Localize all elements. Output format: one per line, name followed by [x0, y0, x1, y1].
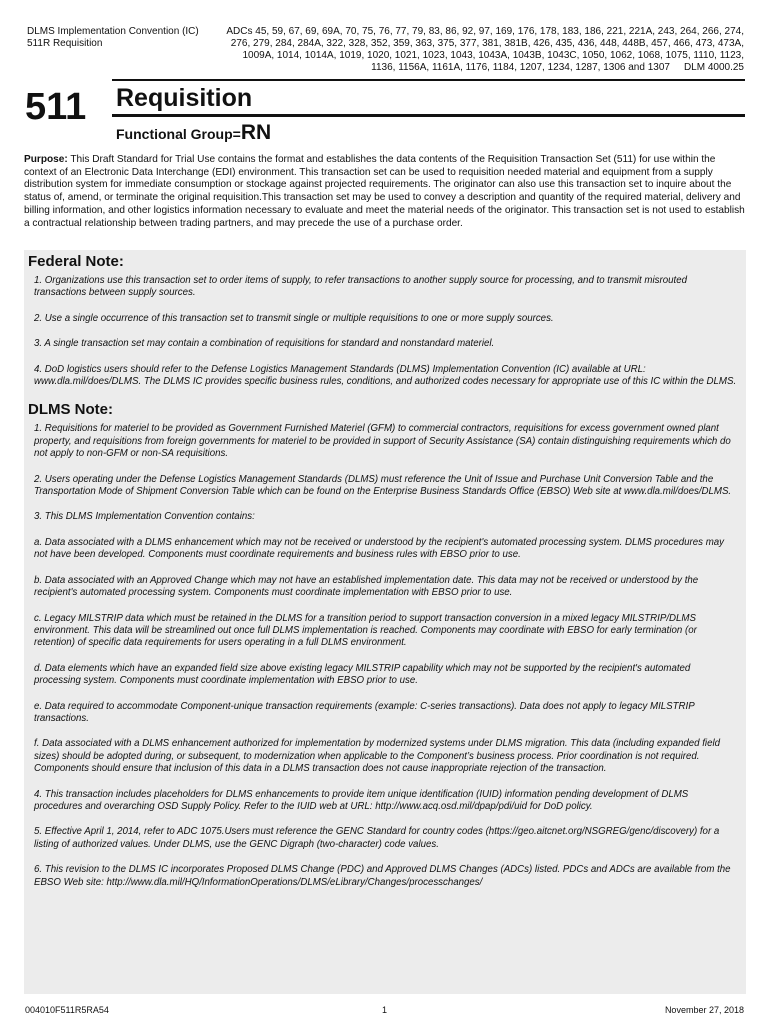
title-rule-bottom: [112, 114, 745, 117]
dlms-note-heading: DLMS Note:: [28, 401, 113, 419]
dlms-note-paragraph: 3. This DLMS Implementation Convention contains:: [34, 511, 255, 523]
adcs-line-4-row: [224, 62, 744, 74]
dlms-note-paragraph: e. Data required to accommodate Component-unique transaction requirements (example: C-series transactions). Data does not apply to legacy MILSTRIP transactions.: [34, 700, 695, 724]
adcs-line-2: 276, 279, 284, 284A, 322, 328, 352, 359, 363, 375, 377, 381, 381B, 426, 435, 436, 448, 448B, 457, 466, 473, 473A,: [230, 38, 744, 49]
dlms-note-paragraph: 4. This transaction includes placeholders for DLMS enhancements to provide item unique identification (IUID) information pending development of DLMS procedures and overarching OSD Supply Policy. Refer to the IUID web at URL: http://www.acq.osd.mil/dpap/pdi/uid for DoD policy.: [34, 788, 689, 812]
dlms-note-paragraph: d. Data elements which have an expanded field size above existing legacy MILSTRIP capability which may not be supported by the recipient's automated processing system. Components must coordinate implementation with EBSO prior to use.: [34, 662, 691, 687]
federal-note-paragraph: 4. DoD logistics users should refer to the Defense Logistics Management Standards (DLMS) Implementation Convention (IC) available at URL: www.dla.mil/does/DLMS. The DLMS IC provides specific business rules, conditions, and authorized codes necessary for appropriate use of this IC within the DLMS.: [34, 363, 737, 388]
transaction-set-number: 511: [25, 86, 87, 128]
page-title: Requisition: [116, 84, 253, 112]
federal-note-paragraph: 1. Organizations use this transaction set to order items of supply, to refer transactions to another supply source for processing, and to transmit misrouted transactions between supply sources.: [34, 275, 687, 299]
dlm-reference: DLM 4000.25: [683, 62, 744, 73]
footer-doc-id: 004010F511R5RA54: [25, 1005, 109, 1015]
adcs-line-3: 1009A, 1014, 1014A, 1019, 1020, 1021, 1023, 1043, 1043A, 1043B, 1043C, 1050, 1062, 1068, 1075, 1110, 1123,: [242, 50, 744, 61]
dlms-note-paragraph: 6. This revision to the DLMS IC incorporates Proposed DLMS Change (PDC) and Approved DLMS Changes (ADCs) listed. PDCs and ADCs are available from the EBSO Web site: http://www.dla.mil/HQ/InformationOperations/DLMS/eLibrary/Changes/processchanges/: [34, 864, 731, 888]
page-header-left: [27, 26, 199, 50]
dlms-note-paragraph: a. Data associated with a DLMS enhancement which may not be received or understood by the recipient's automated processing system. DLMS procedures may not have been developed. Components must coordinate requirements and business rules with EBSO prior to use.: [34, 536, 725, 561]
dlms-note-paragraph: c. Legacy MILSTRIP data which must be retained in the DLMS for a transition period to support transaction conversion in a mixed legacy MILSTRIP/DLMS environment. This data will be streamlined out once full DLMS implementation is reached. Components may coordinate with EBSO for early termination (or retention) of specific data requirements for users operating in a full DLMS environment.: [34, 612, 697, 649]
purpose-paragraph: [24, 154, 746, 230]
page-header-right: [224, 26, 744, 74]
federal-note-heading: Federal Note:: [28, 253, 124, 270]
ic-title: DLMS Implementation Convention (IC): [27, 26, 199, 37]
adcs-line-4: 1136, 1156A, 1161A, 1176, 1184, 1207, 1234, 1287, 1306 and 1307: [371, 62, 670, 73]
federal-note-paragraph: 3. A single transaction set may contain a combination of requisitions for standard and nonstandard materiel.: [34, 338, 495, 350]
functional-group-label: Functional Group=: [116, 126, 241, 142]
dlms-note-paragraph: 5. Effective April 1, 2014, refer to ADC 1075.Users must reference the GENC Standard for country codes (https://geo.aitcnet.org/NSGREG/genc/discovery) for a listing of authorized values. Under DLMS, use the GENC Digraph (two-character) code values.: [34, 826, 720, 850]
notes-panel: [24, 250, 746, 994]
title-rule-top: [112, 79, 745, 81]
functional-group-code: RN: [240, 121, 272, 144]
functional-group: [116, 121, 271, 145]
dlms-note-paragraph: f. Data associated with a DLMS enhancement authorized for implementation by modernized systems under DLMS migration. This data (including expanded field sizes) should be adopted during, or subsequent, to modernization when applicable to the Component’s business process. Prior coordination is not required. Components should ensure that inclusion of this data in a DLMS transaction does not cause inappropriate rejection of the transaction.: [34, 738, 721, 775]
dlms-note-paragraph: 1. Requisitions for materiel to be provided as Government Furnished Materiel (GFM) to commercial contractors, requisitions for excess government owned plant property, and requisitions from foreign governments for materiel to be provided in support of Security Assistance (SA) contain distinguishing requirements which do not apply to non-GFM or non-SA requisitions.: [34, 423, 731, 460]
purpose-text: This Draft Standard for Trial Use contains the format and establishes the data contents of the Requisition Transaction Set (511) for use within the context of an Electronic Data Interchange (EDI) environment. This transaction set can be used to requisition needed material and equipment from a supply distribution system for immediate consumption or stockage against projected requirements. The originator can also use this transaction set to inquire about the status of, amend, or terminate the original requisition.This transaction set may be used to convey a description and quantity of the required material, delivery and billing information, and other logistics information necessary to evaluate and meet the material needs of the originator. This transaction set is not used to establish a contractual relationship between trading partners, and may precede the use of a purchase order.: [24, 154, 745, 229]
adcs-line-1: ADCs 45, 59, 67, 69, 69A, 70, 75, 76, 77, 79, 83, 86, 92, 97, 169, 176, 178, 183, 186, 221, 221A, 243, 264, 266, 274,: [226, 26, 744, 37]
ic-subtitle: 511R Requisition: [27, 38, 103, 49]
dlms-note-paragraph: b. Data associated with an Approved Change which may not have an established implementation date. This data may not be received or understood by the recipient's automated processing system. Components must coordinate implementation with EBSO prior to use.: [34, 574, 699, 599]
dlms-note-paragraph: 2. Users operating under the Defense Logistics Management Standards (DLMS) must reference the Unit of Issue and Purchase Unit Conversion Table and the Transportation Mode of Shipment Conversion Table which can be found on the Enterprise Business Standards Office (EBSO) Web site at www.dla.mil/does/DLMS.: [34, 473, 732, 498]
federal-note-paragraph: 2. Use a single occurrence of this transaction set to transmit single or multiple requisitions to one or more supply sources.: [34, 312, 554, 324]
purpose-label: Purpose:: [24, 154, 68, 165]
footer-page-number: 1: [382, 1005, 388, 1015]
footer-date: November 27, 2018: [664, 1005, 744, 1015]
